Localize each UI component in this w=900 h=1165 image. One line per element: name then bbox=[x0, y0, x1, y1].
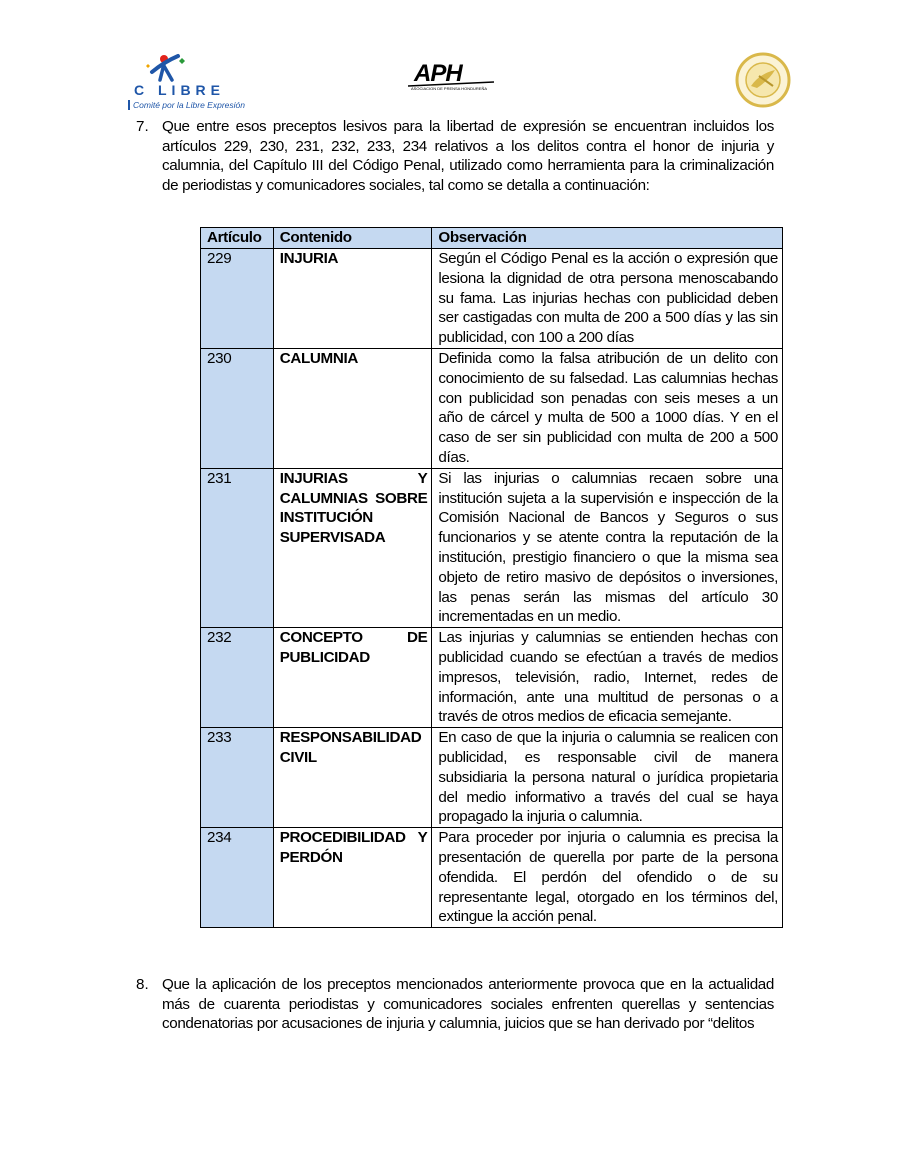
article-observation: Las injurias y calumnias se entienden hechas con publicidad cuando se efectúan a través de medios impresos, televisión, radio, Internet, redes de información, ante una multitud de personas o a través de otros medios de eficacia semejante. bbox=[432, 628, 783, 728]
article-number: 230 bbox=[201, 348, 274, 468]
article-number: 234 bbox=[201, 828, 274, 928]
article-number: 229 bbox=[201, 249, 274, 349]
clibre-tagline: Comité por la Libre Expresión bbox=[128, 100, 245, 110]
article-content: PROCEDIBILIDAD Y PERDÓN bbox=[273, 828, 432, 928]
paragraph-8 bbox=[136, 975, 774, 1034]
header-observation: Observación bbox=[432, 228, 783, 249]
table-row bbox=[201, 348, 783, 468]
table-row bbox=[201, 828, 783, 928]
article-observation: En caso de que la injuria o calumnia se realicen con publicidad, es responsable civil de manera subsidiaria la persona natural o jurídica propietaria del medio informativo a través del cual se haya propagado la injuria o calumnia. bbox=[432, 728, 783, 828]
article-number: 232 bbox=[201, 628, 274, 728]
article-content: INJURIAS Y CALUMNIAS SOBRE INSTITUCIÓN SUPERVISADA bbox=[273, 468, 432, 627]
apdh-logo bbox=[408, 60, 494, 94]
apdh-tagline: ASOCIACION DE PRENSA HONDUREÑA bbox=[411, 86, 488, 91]
table-row bbox=[201, 249, 783, 349]
paragraph-text: Que la aplicación de los preceptos mencionados anteriormente provoca que en la actualidad más de cuarenta periodistas y comunicadores sociales enfrenten querellas y sentencias condenatorias por acusaciones de injuria y calumnia, juicios que se han derivado por “delitos bbox=[162, 976, 774, 1032]
article-number: 231 bbox=[201, 468, 274, 627]
clibre-logo bbox=[128, 52, 245, 110]
table-row bbox=[201, 728, 783, 828]
cph-seal bbox=[735, 52, 791, 108]
clibre-figure-icon bbox=[142, 52, 202, 86]
penal-code-articles-table bbox=[200, 227, 783, 928]
header-article: Artículo bbox=[201, 228, 274, 249]
article-observation: Si las injurias o calumnias recaen sobre una institución sujeta a la supervisión e inspección de la Comisión Nacional de Bancos y Seguros o sus funcionarios y se atente contra la reputación de la institución, prestigio financiero o que la misma sea objeto de retiro masivo de depósitos o inversiones, las penas serán las mismas del artículo 30 incrementadas en un medio. bbox=[432, 468, 783, 627]
clibre-wordmark: C LIBRE bbox=[134, 82, 225, 98]
article-content: RESPONSABILIDAD CIVIL bbox=[273, 728, 432, 828]
table-header-row bbox=[201, 228, 783, 249]
paragraph-text: Que entre esos preceptos lesivos para la libertad de expresión se encuentran incluidos los artículos 229, 230, 231, 232, 233, 234 relativos a los delitos contra el honor de injuria y calumnia, del Capítulo III del Código Penal, utilizado como herramienta para la criminalización de periodistas y comunicadores sociales, tal como se detalla a continuación: bbox=[162, 118, 774, 194]
article-content: CONCEPTO DE PUBLICIDAD bbox=[273, 628, 432, 728]
article-observation: Según el Código Penal es la acción o expresión que lesiona la dignidad de otra persona menoscabando su fama. Las injurias hechas con publicidad deben ser castigadas con multa de 200 a 500 días y las sin publicidad, con 100 a 200 días bbox=[432, 249, 783, 349]
article-content: INJURIA bbox=[273, 249, 432, 349]
article-number: 233 bbox=[201, 728, 274, 828]
paragraph-7 bbox=[136, 117, 774, 195]
table-row bbox=[201, 628, 783, 728]
article-content: CALUMNIA bbox=[273, 348, 432, 468]
paragraph-number: 8. bbox=[136, 976, 149, 993]
table-row bbox=[201, 468, 783, 627]
header-content: Contenido bbox=[273, 228, 432, 249]
article-observation: Definida como la falsa atribución de un delito con conocimiento de su falsedad. Las calumnias hechas con publicidad son penadas con seis meses a un año de cárcel y multa de 500 a 1000 días. Y en el caso de ser sin publicidad con multa de 200 a 500 días. bbox=[432, 348, 783, 468]
article-observation: Para proceder por injuria o calumnia es precisa la presentación de querella por parte de la persona ofendida. El perdón del ofendido o de su representante legal, otorgado en los términos del, extingue la acción penal. bbox=[432, 828, 783, 928]
paragraph-number: 7. bbox=[136, 118, 149, 135]
apdh-wordmark: APH bbox=[414, 60, 462, 87]
cph-seal-icon bbox=[735, 52, 791, 108]
letterhead bbox=[0, 52, 900, 114]
